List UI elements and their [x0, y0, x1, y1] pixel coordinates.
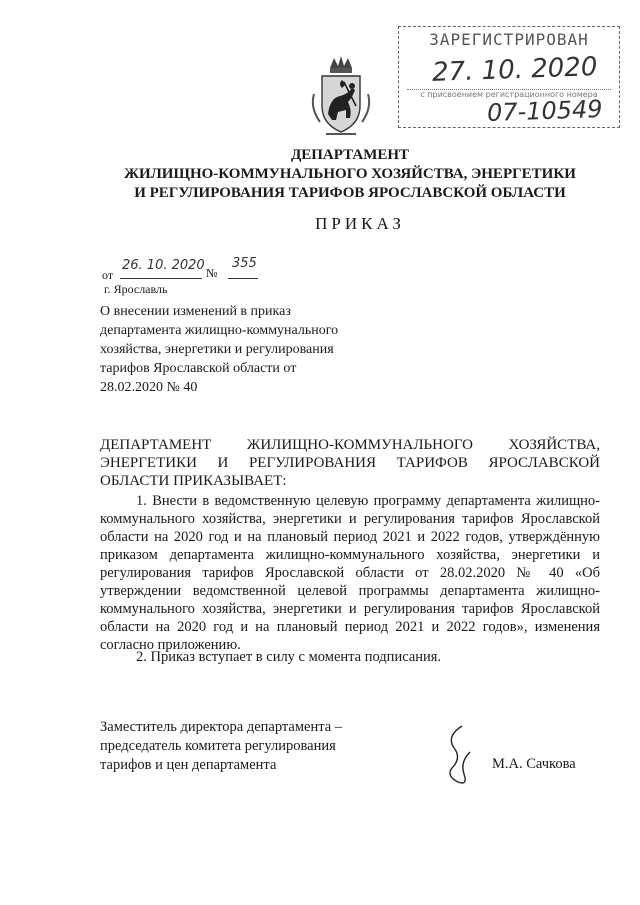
- document-title: ПРИКАЗ: [315, 214, 405, 233]
- signatory-title: [100, 718, 400, 775]
- stamp-title: ЗАРЕГИСТРИРОВАН: [429, 30, 589, 49]
- from-label: от: [102, 268, 114, 282]
- signatory-line-1: Заместитель директора департамента –: [100, 719, 343, 735]
- preamble: ДЕПАРТАМЕНТ ЖИЛИЩНО-КОММУНАЛЬНОГО ХОЗЯЙСТВА, ЭНЕРГЕТИКИ И РЕГУЛИРОВАНИЯ ТАРИФОВ ЯРОСЛАВСКОЙ ОБЛАСТИ ПРИКАЗЫВАЕТ:: [100, 437, 600, 489]
- stamp-caption: с присвоением регистрационного номера: [420, 90, 598, 99]
- stamp-date: 27. 10. 2020: [431, 52, 598, 88]
- city-label: г. Ярославль: [104, 282, 168, 296]
- header-line-3: И РЕГУЛИРОВАНИЯ ТАРИФОВ ЯРОСЛАВСКОЙ ОБЛАСТИ: [134, 185, 566, 201]
- order-item-1: 1. Внести в ведомственную целевую программу департамента жилищно-коммунального хозяйства, энергетики и регулирования тарифов Ярославской области на 2020 год и на плановый период 2021 и 2022 годов, утверждённую приказом департамента жилищно-коммунального хозяйства, энергетики и регулирования тарифов Ярославской области от 28.02.2020 № 40 «Об утверждении ведомственной целевой программы департамента жилищно-коммунального хозяйства, энергетики и регулирования тарифов Ярославской области на 2020 год и на плановый период 2021 и 2022 годов», изменения согласно приложению.: [100, 493, 600, 653]
- header-line-1: ДЕПАРТАМЕНТ: [290, 147, 410, 163]
- signatory-name: М.А. Сачкова: [492, 756, 576, 772]
- registration-stamp: [398, 26, 620, 128]
- number-underline: [228, 278, 258, 279]
- coat-of-arms-icon: [308, 54, 374, 140]
- handwritten-signature: [440, 722, 480, 792]
- stamp-registration-number: 07-10549: [486, 94, 604, 128]
- date-underline: [120, 278, 202, 279]
- order-subject: О внесении изменений в приказ департамента жилищно-коммунального хозяйства, энергетики и регулирования тарифов Ярославской области от 28.02.2020 № 40: [100, 304, 339, 395]
- number-sign: №: [206, 266, 218, 280]
- department-header: [100, 146, 600, 203]
- handwritten-number: 355: [232, 256, 257, 271]
- signatory-line-2: председатель комитета регулирования: [100, 738, 336, 754]
- signatory-line-3: тарифов и цен департамента: [100, 757, 277, 773]
- handwritten-date: 26. 10. 2020: [122, 258, 205, 273]
- order-item-2: 2. Приказ вступает в силу с момента подписания.: [136, 649, 442, 665]
- header-line-2: ЖИЛИЩНО-КОММУНАЛЬНОГО ХОЗЯЙСТВА, ЭНЕРГЕТИКИ: [124, 166, 576, 182]
